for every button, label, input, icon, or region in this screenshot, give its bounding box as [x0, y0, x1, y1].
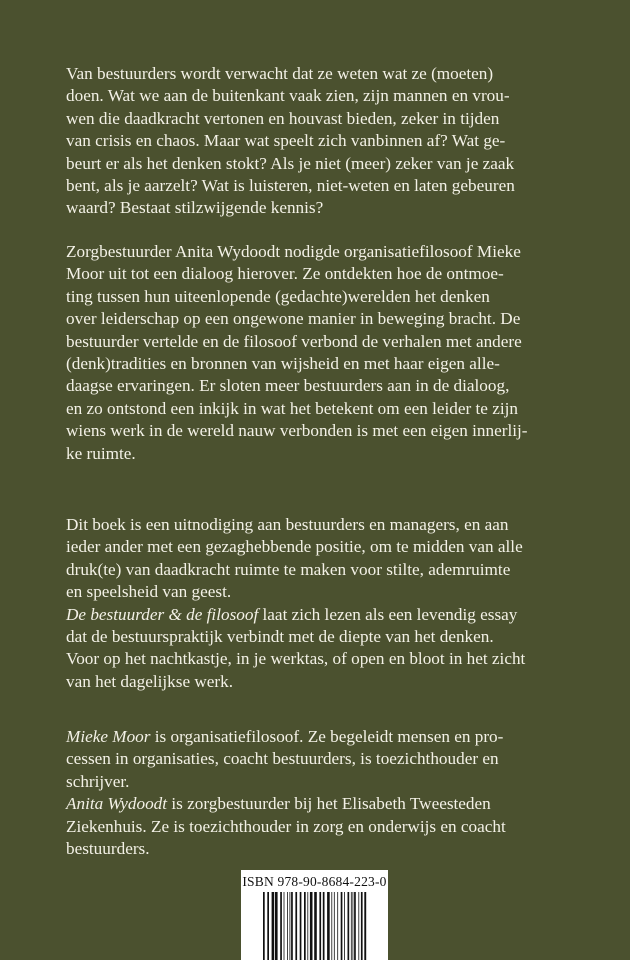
barcode-bar [275, 892, 278, 960]
body-text: ting tussen hun uiteenlopende (gedachte)werelden het denken [66, 286, 490, 306]
text-line [66, 197, 586, 219]
text-line [66, 353, 586, 375]
body-text: waard? Bestaat stilzwijgende kennis? [66, 198, 324, 218]
body-text: Ziekenhuis. Ze is toezichthouder in zorg en onderwijs en coacht [66, 816, 506, 836]
barcode-bar [358, 892, 359, 960]
text-line [66, 771, 586, 793]
body-text: bent, als je aarzelt? Wat is luisteren, niet-weten en laten gebeuren [66, 176, 515, 196]
text-line [66, 816, 586, 838]
body-text: Dit boek is een uitnodiging aan bestuurders en managers, en aan [66, 515, 509, 534]
body-text: bestuurders. [66, 839, 150, 859]
barcode-bar [284, 892, 285, 960]
body-text: Van bestuurders wordt verwacht dat ze weten wat ze (moeten) [66, 64, 494, 83]
text-line [66, 85, 586, 107]
text-line [66, 63, 586, 85]
text-line [66, 626, 586, 648]
body-text: van het dagelijkse werk. [66, 671, 234, 691]
body-text: beurt er als het denken stokt? Als je niet (meer) zeker van je zaak [66, 153, 515, 173]
body-text: van crisis en chaos. Maar wat speelt zich vanbinnen af? Wat ge- [66, 131, 506, 151]
text-line [66, 375, 586, 397]
barcode-bar [334, 892, 335, 960]
barcode-bar [364, 892, 366, 960]
barcode-bar [327, 892, 330, 960]
barcode-bar [319, 892, 321, 960]
body-text: Zorgbestuurder Anita Wydoodt nodigde organisatiefilosoof Mieke [66, 242, 521, 261]
body-text: bestuurder vertelde en de filosoof verbond de verhalen met andere [66, 331, 522, 351]
barcode-bar [291, 892, 293, 960]
text-line [66, 241, 586, 263]
barcode-bar [341, 892, 343, 960]
text-line [66, 175, 586, 197]
body-text: schrijver. [66, 771, 130, 791]
text-line [66, 108, 586, 130]
text-line [66, 671, 586, 693]
text-line [66, 604, 586, 626]
body-text: cessen in organisaties, coacht bestuurders, is toezichthouder en [66, 749, 499, 769]
body-text: doen. Wat we aan de buitenkant vaak zien, zijn mannen en vrou- [66, 86, 510, 106]
barcode-bar [295, 892, 297, 960]
italic-title-text: De bestuurder & de filosoof [66, 604, 259, 624]
body-text: (denk)tradities en bronnen van wijsheid en met haar eigen alle- [66, 354, 500, 374]
text-line [66, 398, 586, 420]
barcode-bar [361, 892, 363, 960]
invitation-paragraph [66, 514, 586, 693]
barcode-bar [290, 892, 291, 960]
barcode-bar [351, 892, 352, 960]
barcode-bar [310, 892, 313, 960]
barcode-bar [304, 892, 306, 960]
barcode-bar [280, 892, 282, 960]
body-text: is zorgbestuurder bij het Elisabeth Tweesteden [167, 794, 491, 814]
barcode-bar [307, 892, 308, 960]
body-text: ieder ander met een gezaghebbende positie, om te midden van alle [66, 537, 523, 557]
barcode-bar [263, 892, 265, 960]
text-line [66, 286, 586, 308]
barcode-bar [348, 892, 350, 960]
text-line [66, 559, 586, 581]
barcode-bar [287, 892, 288, 960]
barcode-bar [353, 892, 354, 960]
barcode-bar [314, 892, 317, 960]
body-text: wen die daadkracht vertonen en houvast bieden, zeker in tijden [66, 108, 500, 128]
text-line [66, 748, 586, 770]
text-line [66, 581, 586, 603]
body-text: wiens werk in de wereld nauw verbonden is met een eigen innerlij- [66, 421, 528, 441]
text-line [66, 536, 586, 558]
barcode-bar [267, 892, 269, 960]
body-text: Moor uit tot een dialoog hierover. Ze ontdekten hoe de ontmoe- [66, 264, 504, 284]
author-bios [66, 726, 586, 860]
dialogue-paragraph [66, 241, 586, 465]
barcode-bar [354, 892, 356, 960]
body-text: en zo ontstond een inkijk in wat het betekent om een leider te zijn [66, 398, 518, 418]
body-text: is organisatiefilosoof. Ze begeleidt mensen en pro- [150, 727, 504, 746]
text-line [66, 153, 586, 175]
text-line [66, 331, 586, 353]
intro-paragraph [66, 63, 586, 220]
italic-title-text: Mieke Moor [66, 727, 151, 746]
barcode-bar [272, 892, 275, 960]
text-line [66, 443, 586, 465]
barcode-bar [337, 892, 338, 960]
barcode-bar [300, 892, 302, 960]
body-text: dat de bestuurspraktijk verbindt met de diepte van het denken. [66, 627, 494, 647]
text-line [66, 648, 586, 670]
body-text: over leiderschap op een ongewone manier in beweging bracht. De [66, 309, 521, 329]
text-line [66, 130, 586, 152]
text-line [66, 263, 586, 285]
isbn-label: ISBN 978-90-8684-223-0 [242, 874, 387, 889]
body-text: Voor op het nachtkastje, in je werktas, of open en bloot in het zicht [66, 649, 526, 669]
body-text: en speelsheid van geest. [66, 582, 232, 602]
text-line [66, 420, 586, 442]
barcode-bar [344, 892, 345, 960]
barcode-bar [331, 892, 332, 960]
body-text: daagse ervaringen. Er sloten meer bestuurders aan in de dialoog, [66, 376, 510, 396]
italic-title-text: Anita Wydoodt [66, 794, 168, 814]
text-line [66, 308, 586, 330]
isbn-barcode [241, 870, 388, 960]
barcode-bar [323, 892, 325, 960]
body-text: laat zich lezen als een levendig essay [258, 604, 518, 624]
text-line [66, 838, 586, 860]
text-line [66, 793, 586, 815]
body-text: ke ruimte. [66, 443, 136, 463]
text-line [66, 726, 586, 748]
body-text: druk(te) van daadkracht ruimte te maken voor stilte, ademruimte [66, 559, 511, 579]
text-line [66, 514, 586, 536]
barcode-bars [263, 892, 367, 960]
